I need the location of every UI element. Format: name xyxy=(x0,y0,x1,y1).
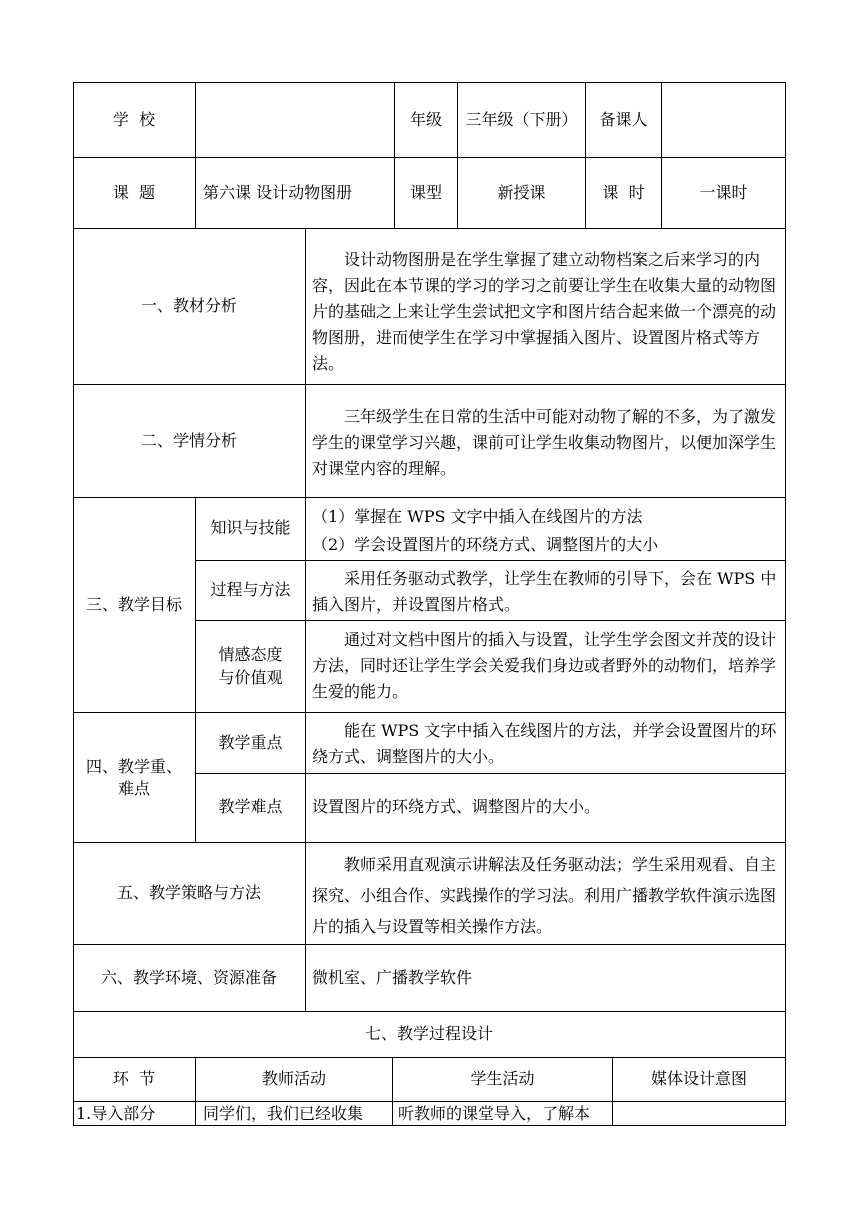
col-divider xyxy=(305,842,306,1012)
strategy-text: 教师采用直观演示讲解法及任务驱动法；学生采用观看、自主探究、小组合作、实践操作的学习法。利用广播教学软件演示选图片的插入与设置等相关操作方法。 xyxy=(312,855,777,936)
col-divider xyxy=(394,82,395,229)
emotion-values-label-line1: 情感态度 xyxy=(218,645,283,664)
row-divider xyxy=(195,560,786,561)
difficult-point-label: 教学难点 xyxy=(218,797,283,816)
col-divider xyxy=(612,1057,613,1126)
material-analysis-text: 设计动物图册是在学生掌握了建立动物档案之后来学习的内容，因此在本节课的学习的学习之前要让学生在收集大量的动物图片的基础之上来让学生尝试把文字和图片结合起来做一个漂亮的动物图册，进而使学生在学习中掌握插入图片、设置图片格式等方法。 xyxy=(312,250,777,373)
environment-text: 微机室、广播教学软件 xyxy=(312,968,473,987)
column-header-stage: 环 节 xyxy=(112,1069,156,1088)
row-divider xyxy=(73,842,786,843)
key-difficult-label-line2: 难点 xyxy=(117,779,150,798)
table-border-right xyxy=(785,82,786,1126)
knowledge-item-2: （2）学会设置图片的环绕方式、调整图片的大小 xyxy=(312,535,659,554)
process-design-title: 七、教学过程设计 xyxy=(364,1024,493,1043)
row-divider xyxy=(195,620,786,621)
table-cell: 同学们，我们已经收集 xyxy=(203,1104,364,1123)
key-point-label: 教学重点 xyxy=(218,733,283,752)
material-analysis-label: 一、教材分析 xyxy=(140,296,237,315)
row-divider xyxy=(73,1057,786,1058)
row-divider xyxy=(73,1101,786,1102)
key-point-text: 能在 WPS 文字中插入在线图片的方法，并学会设置图片的环绕方式、调整图片的大小。 xyxy=(312,721,777,766)
column-header-media: 媒体设计意图 xyxy=(650,1069,747,1088)
row-divider xyxy=(73,157,786,158)
col-divider xyxy=(585,82,586,229)
col-divider xyxy=(392,1057,393,1126)
student-analysis-label: 二、学情分析 xyxy=(140,431,237,450)
row-divider xyxy=(73,228,786,229)
table-cell: 听教师的课堂导入，了解本 xyxy=(398,1104,591,1123)
row-divider xyxy=(73,384,786,385)
hours-value: 一课时 xyxy=(699,183,748,202)
table-border-bottom xyxy=(73,1125,786,1126)
grade-label: 年级 xyxy=(409,110,442,129)
row-divider xyxy=(73,944,786,945)
table-border-top xyxy=(73,82,786,83)
strategy-label: 五、教学策略与方法 xyxy=(116,883,261,902)
topic-value: 第六课 设计动物图册 xyxy=(203,183,353,202)
knowledge-item-1: （1）掌握在 WPS 文字中插入在线图片的方法 xyxy=(312,507,643,526)
hours-label: 课 时 xyxy=(602,183,645,202)
col-divider xyxy=(195,1057,196,1126)
col-divider xyxy=(305,497,306,843)
knowledge-skills-label: 知识与技能 xyxy=(210,518,291,537)
emotion-values-label-line2: 与价值观 xyxy=(218,668,283,687)
row-divider xyxy=(73,712,786,713)
row-divider xyxy=(73,497,786,498)
student-analysis-text: 三年级学生在日常的生活中可能对动物了解的不多，为了激发学生的课堂学习兴趣，课前可让学生收集动物图片，以便加深学生对课堂内容的理解。 xyxy=(312,407,777,478)
process-method-label: 过程与方法 xyxy=(210,580,291,599)
column-header-student: 学生活动 xyxy=(470,1069,535,1088)
type-label: 课型 xyxy=(409,183,442,202)
col-divider xyxy=(661,82,662,229)
col-divider xyxy=(305,228,306,498)
column-header-teacher: 教师活动 xyxy=(261,1069,326,1088)
col-divider xyxy=(195,82,196,229)
type-value: 新授课 xyxy=(497,183,546,202)
difficult-point-text: 设置图片的环绕方式、调整图片的大小。 xyxy=(312,797,601,816)
grade-value: 三年级（下册） xyxy=(465,110,578,129)
key-difficult-label-line1: 四、教学重、 xyxy=(85,757,182,776)
topic-label: 课 题 xyxy=(112,183,156,202)
col-divider xyxy=(457,82,458,229)
row-divider xyxy=(195,773,786,774)
row-divider xyxy=(73,1011,786,1012)
emotion-values-text: 通过对文档中图片的插入与设置，让学生学会图文并茂的设计方法，同时还让学生学会关爱我们身边或者野外的动物们，培养学生爱的能力。 xyxy=(312,630,777,701)
table-cell: 1.导入部分 xyxy=(76,1104,156,1123)
teaching-goals-label: 三、教学目标 xyxy=(85,595,182,614)
process-method-text: 采用任务驱动式教学，让学生在教师的引导下，会在 WPS 中插入图片，并设置图片格式。 xyxy=(312,569,777,614)
environment-label: 六、教学环境、资源准备 xyxy=(100,968,277,987)
preparer-label: 备课人 xyxy=(599,110,648,129)
school-label: 学 校 xyxy=(112,110,156,129)
